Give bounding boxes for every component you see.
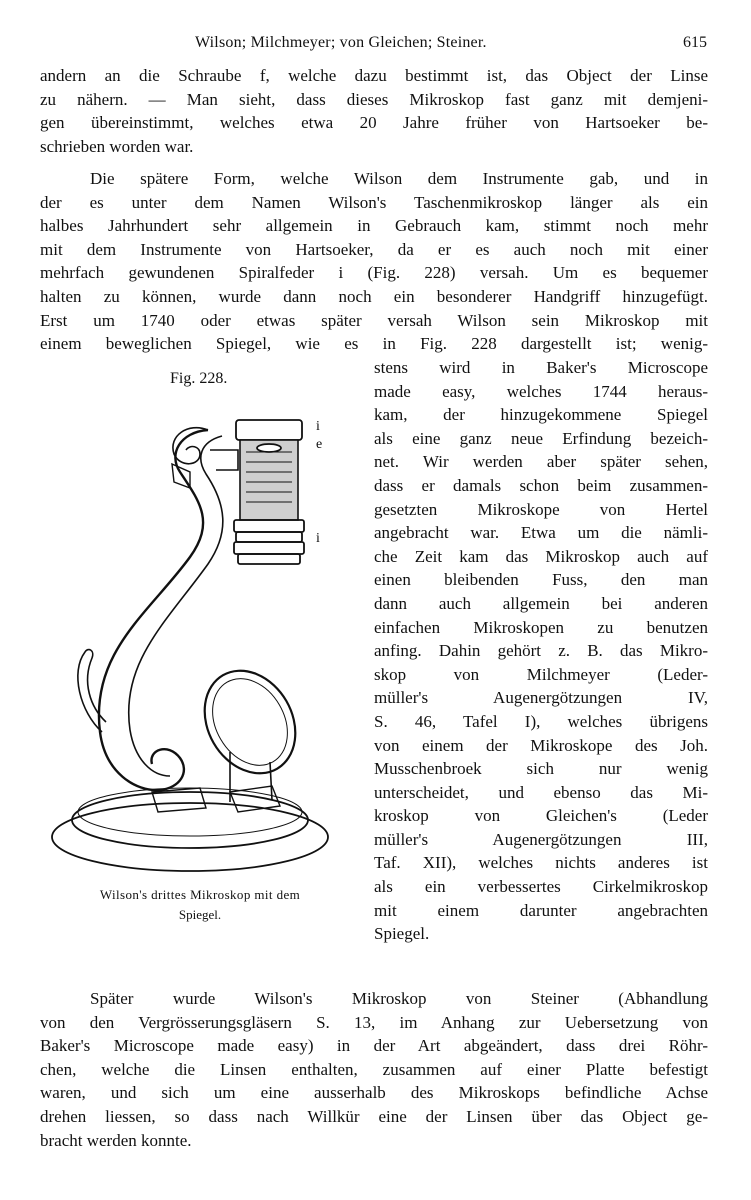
caption-line: Spiegel. (178, 907, 222, 922)
running-title: Wilson; Milchmeyer; von Gleichen; Steiner. (195, 34, 487, 51)
text-line: Baker's Microscope made easy) in der Art abgeändert, dass drei Röhr- (40, 1036, 708, 1056)
text-line: Später wurde Wilson's Mikroskop von Steiner (Abhandlung (90, 989, 708, 1008)
text-line: schrieben worden war. (40, 136, 194, 156)
paragraph-3 (40, 987, 708, 1152)
text-line: stens wird in Baker's Microscope (374, 358, 708, 377)
running-header (0, 34, 751, 58)
text-line: Musschenbroek sich nur wenig (374, 759, 708, 779)
text-line: Die spätere Form, welche Wilson dem Instrumente gab, und in (90, 169, 708, 188)
microscope-illustration (40, 392, 360, 882)
text-line: drehen liessen, so dass nach Willkür eine der Linsen über das Object ge- (40, 1106, 708, 1126)
right-text-column (374, 356, 708, 946)
text-line: bracht werden konnte. (40, 1130, 192, 1150)
text-line: halten zu können, wurde dann noch ein besonderer Handgriff hinzugefügt. (40, 286, 708, 306)
text-line: kam, der hinzugekommene Spiegel (374, 405, 708, 425)
text-line: Spiegel. (374, 924, 430, 944)
text-line: dass er damals schon beim zusammen- (374, 475, 708, 495)
text-line: che Zeit kam das Mikroskop auch auf (374, 546, 708, 566)
figure-label: Fig. 228. (170, 370, 228, 387)
text-line: zu nähern. — Man sieht, dass dieses Mikroskop fast ganz mit demjeni- (40, 89, 708, 109)
curved-arm (99, 430, 208, 790)
text-line: chen, welche die Linsen enthalten, zusammen auf einer Platte befestigt (40, 1059, 708, 1079)
page-number: 615 (683, 34, 707, 51)
text-line: dann auch allgemein bei anderen (374, 593, 708, 613)
text-line: net. Wir werden aber später sehen, (374, 452, 708, 472)
text-line: kroskop von Gleichen's (Leder (374, 806, 708, 826)
text-line: als eine ganz neue Erfindung bezeich- (374, 428, 708, 448)
text-line: einfachen Mikroskopen zu benutzen (374, 617, 708, 637)
text-line: müller's Augenergötzungen IV, (374, 688, 708, 708)
text-line: mehrfach gewundenen Spiralfeder i (Fig. 228) versah. Um es bequemer (40, 263, 708, 283)
text-line: skop von Milchmeyer (Leder- (374, 664, 708, 684)
figure-228 (40, 370, 360, 930)
text-line: müller's Augenergötzungen III, (374, 829, 708, 849)
figure-letter-e: e (316, 437, 323, 452)
text-line: einem beweglichen Spiegel, wie es in Fig. 228 dargestellt ist; wenig- (40, 334, 708, 354)
paragraph-1 (40, 64, 708, 158)
text-line: Erst um 1740 oder etwas später versah Wilson sein Mikroskop mit (40, 310, 708, 330)
text-line: halbes Jahrhundert sehr allgemein in Gebrauch kam, stimmt noch mehr (40, 216, 708, 236)
figure-letter-i-top: i (316, 419, 320, 434)
text-line: gesetzten Mikroskope von Hertel (374, 499, 708, 519)
text-line: angebracht war. Etwa um die nämli- (374, 523, 708, 543)
text-line: mit dem Instrumente von Hartsoeker, da er es auch noch mit einer (40, 239, 708, 259)
base-plate-upper (72, 792, 308, 848)
text-line: unterscheidet, und ebenso das Mi- (374, 782, 708, 802)
text-line: von einem der Mikroskope des Joh. (374, 735, 708, 755)
figure-letter-i-bottom: i (316, 531, 320, 546)
text-line: made easy, welches 1744 heraus- (374, 381, 708, 401)
text-line: einen bleibenden Fuss, den man (374, 570, 708, 590)
text-line: Taf. XII), welches nichts anderes ist (374, 853, 708, 873)
figure-caption (40, 885, 360, 925)
microscope-tube (236, 420, 302, 440)
paragraph-2 (40, 167, 708, 356)
caption-line: Wilson's drittes Mikroskop mit dem (99, 887, 301, 902)
text-line: der es unter dem Namen Wilson's Taschenmikroskop länger als ein (40, 192, 708, 212)
text-line: S. 46, Tafel I), welches übrigens (374, 711, 708, 731)
text-line: andern an die Schraube f, welche dazu bestimmt ist, das Object der Linse (40, 66, 708, 85)
text-line: waren, und sich um eine ausserhalb des Mikroskops befindliche Achse (40, 1083, 708, 1103)
mirror (187, 654, 314, 790)
text-line: als ein verbessertes Cirkelmikroskop (374, 877, 708, 897)
text-line: anfing. Dahin gehört z. B. das Mikro- (374, 641, 708, 661)
text-line: mit einem darunter angebrachten (374, 900, 708, 920)
text-line: gen übereinstimmt, welches etwa 20 Jahre früher von Hartsoeker be- (40, 113, 708, 133)
text-line: von den Vergrösserungsgläsern S. 13, im Anhang zur Uebersetzung von (40, 1012, 708, 1032)
